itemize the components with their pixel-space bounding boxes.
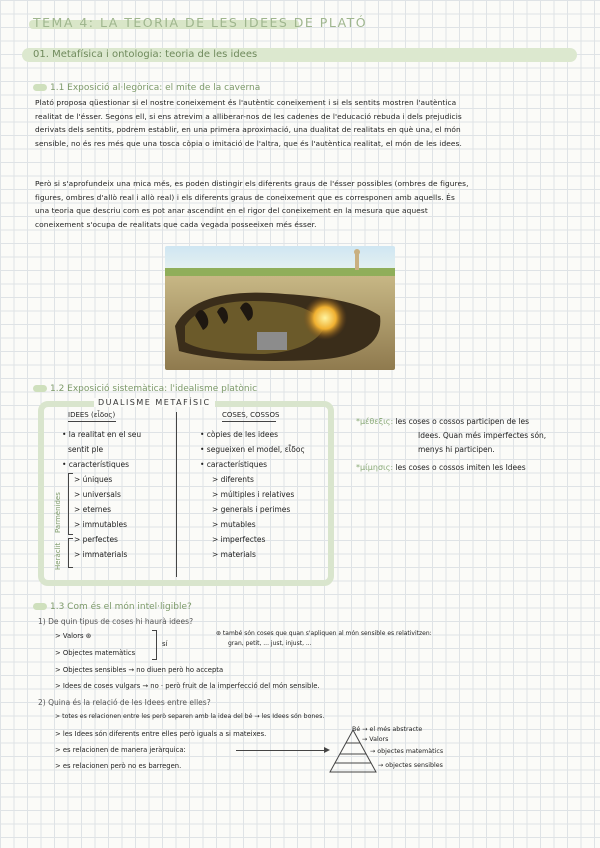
cave-illustration (165, 246, 395, 370)
things-header: COSES, COSSOS (222, 411, 280, 419)
pyramid-level-2: → Valors (362, 736, 389, 743)
pyramid-level-3: → objectes matemàtics (370, 748, 444, 755)
item-matematics: > Objectes matemàtics (55, 649, 136, 657)
heraclit-label: Heràclit (54, 542, 62, 570)
ideas-header: IDEES (εἶδος) (68, 411, 116, 419)
item-vulgars: > Idees de coses vulgars → no · però fruit de la imperfecció del món sensible. (55, 682, 320, 690)
things-underline (222, 421, 276, 422)
item-sensibles: > Objectes sensibles → no diuen però ho accepta (55, 666, 224, 674)
star-note-2: gran, petit, ... just, injust, ... (228, 640, 312, 647)
item-valors: > Valors ⊛ (55, 632, 92, 640)
heraclit-bracket (68, 538, 73, 568)
si-label: sí (162, 640, 168, 648)
subheading-1-1: 1.1 Exposició al·legòrica: el mite de la caverna (33, 83, 260, 93)
question-1: 1) De quin tipus de coses hi haurà idees? (38, 617, 194, 626)
paragraph-2: Però si s'aprofundeix una mica més, es poden distingir els diferents graus de l'ésser possibles (ombres de figures, figures, ombres d'allò real i allò real) i els diferents graus de coneixement que es corresponen amb aquells. És una teoria que descriu com es pot anar ascendint en el rigor del coneixement en la mesura que aquest coneixement s'ocupa de realitats que cada vegada posseeixen més ésser. (35, 179, 469, 229)
box-title: DUALISME METAFÍSIC (94, 398, 215, 407)
parmenides-label: Parmènides (54, 492, 62, 533)
methexis-note: *μέθεξις: les coses o cossos participen de les Idees. Quan més imperfectes són, menys hi participen. (356, 417, 547, 454)
subheading-1-2: 1.2 Exposició sistemàtica: l'idealisme platònic (33, 384, 257, 394)
si-bracket (152, 630, 157, 660)
things-list: • còpies de les idees • segueixen el model, εἶδος • característiques > diferents > múltiples i relatives > generals i perimes > mutables > imperfectes > materials (200, 430, 305, 559)
question-2: 2) Quina és la relació de les Idees entre elles? (38, 698, 211, 707)
page-title: TEMA 4: LA TEORIA DE LES IDEES DE PLATÓ (33, 15, 367, 30)
relation-4: > es relacionen però no es barregen. (55, 762, 182, 770)
parmenides-bracket (68, 473, 73, 535)
relation-1: > totes es relacionen entre les però separen amb la idea del bé → les Idees són bones. (55, 713, 325, 720)
relation-2: > les Idees són diferents entre elles però iguals a si mateixes. (55, 730, 267, 738)
pyramid-level-1: Bé → el més abstracte (352, 726, 423, 733)
section-heading: 01. Metafísica i ontologia: teoria de les idees (33, 49, 258, 60)
paragraph-1: Plató proposa qüestionar si el nostre coneixement és l'autèntic coneixement i si els sentits mostren l'autèntica realitat de l'ésser. Segons ell, si ens atrevim a alliberar-nos de les cadenes de l'educació rebuda i dels prejudicis derivats dels sentits, podrem establir, en una primera aproximació, una dualitat de realitats en què una, el món sensible, no és res més que una tosca còpia o imitació de l'altra, que és l'autèntica realitat, el món de les idees. (35, 98, 462, 148)
relation-3: > es relacionen de manera jeràrquica: (55, 746, 186, 754)
subheading-1-3: 1.3 Com és el món intel·ligible? (33, 602, 192, 612)
ideas-underline (68, 421, 116, 422)
mimesis-note: *μίμησις: les coses o cossos imiten les Idees (356, 463, 526, 472)
arrow-line (236, 750, 328, 751)
column-divider (176, 412, 177, 577)
star-note-1: ⊛ també són coses que quan s'apliquen al món sensible es relativitzen: (216, 630, 432, 637)
pyramid-level-4: → objectes sensibles (378, 762, 443, 769)
ideas-list: • la realitat en el seu sentit ple • característiques > úniques > universals > eternes > immutables > perfectes > immaterials (62, 430, 142, 559)
